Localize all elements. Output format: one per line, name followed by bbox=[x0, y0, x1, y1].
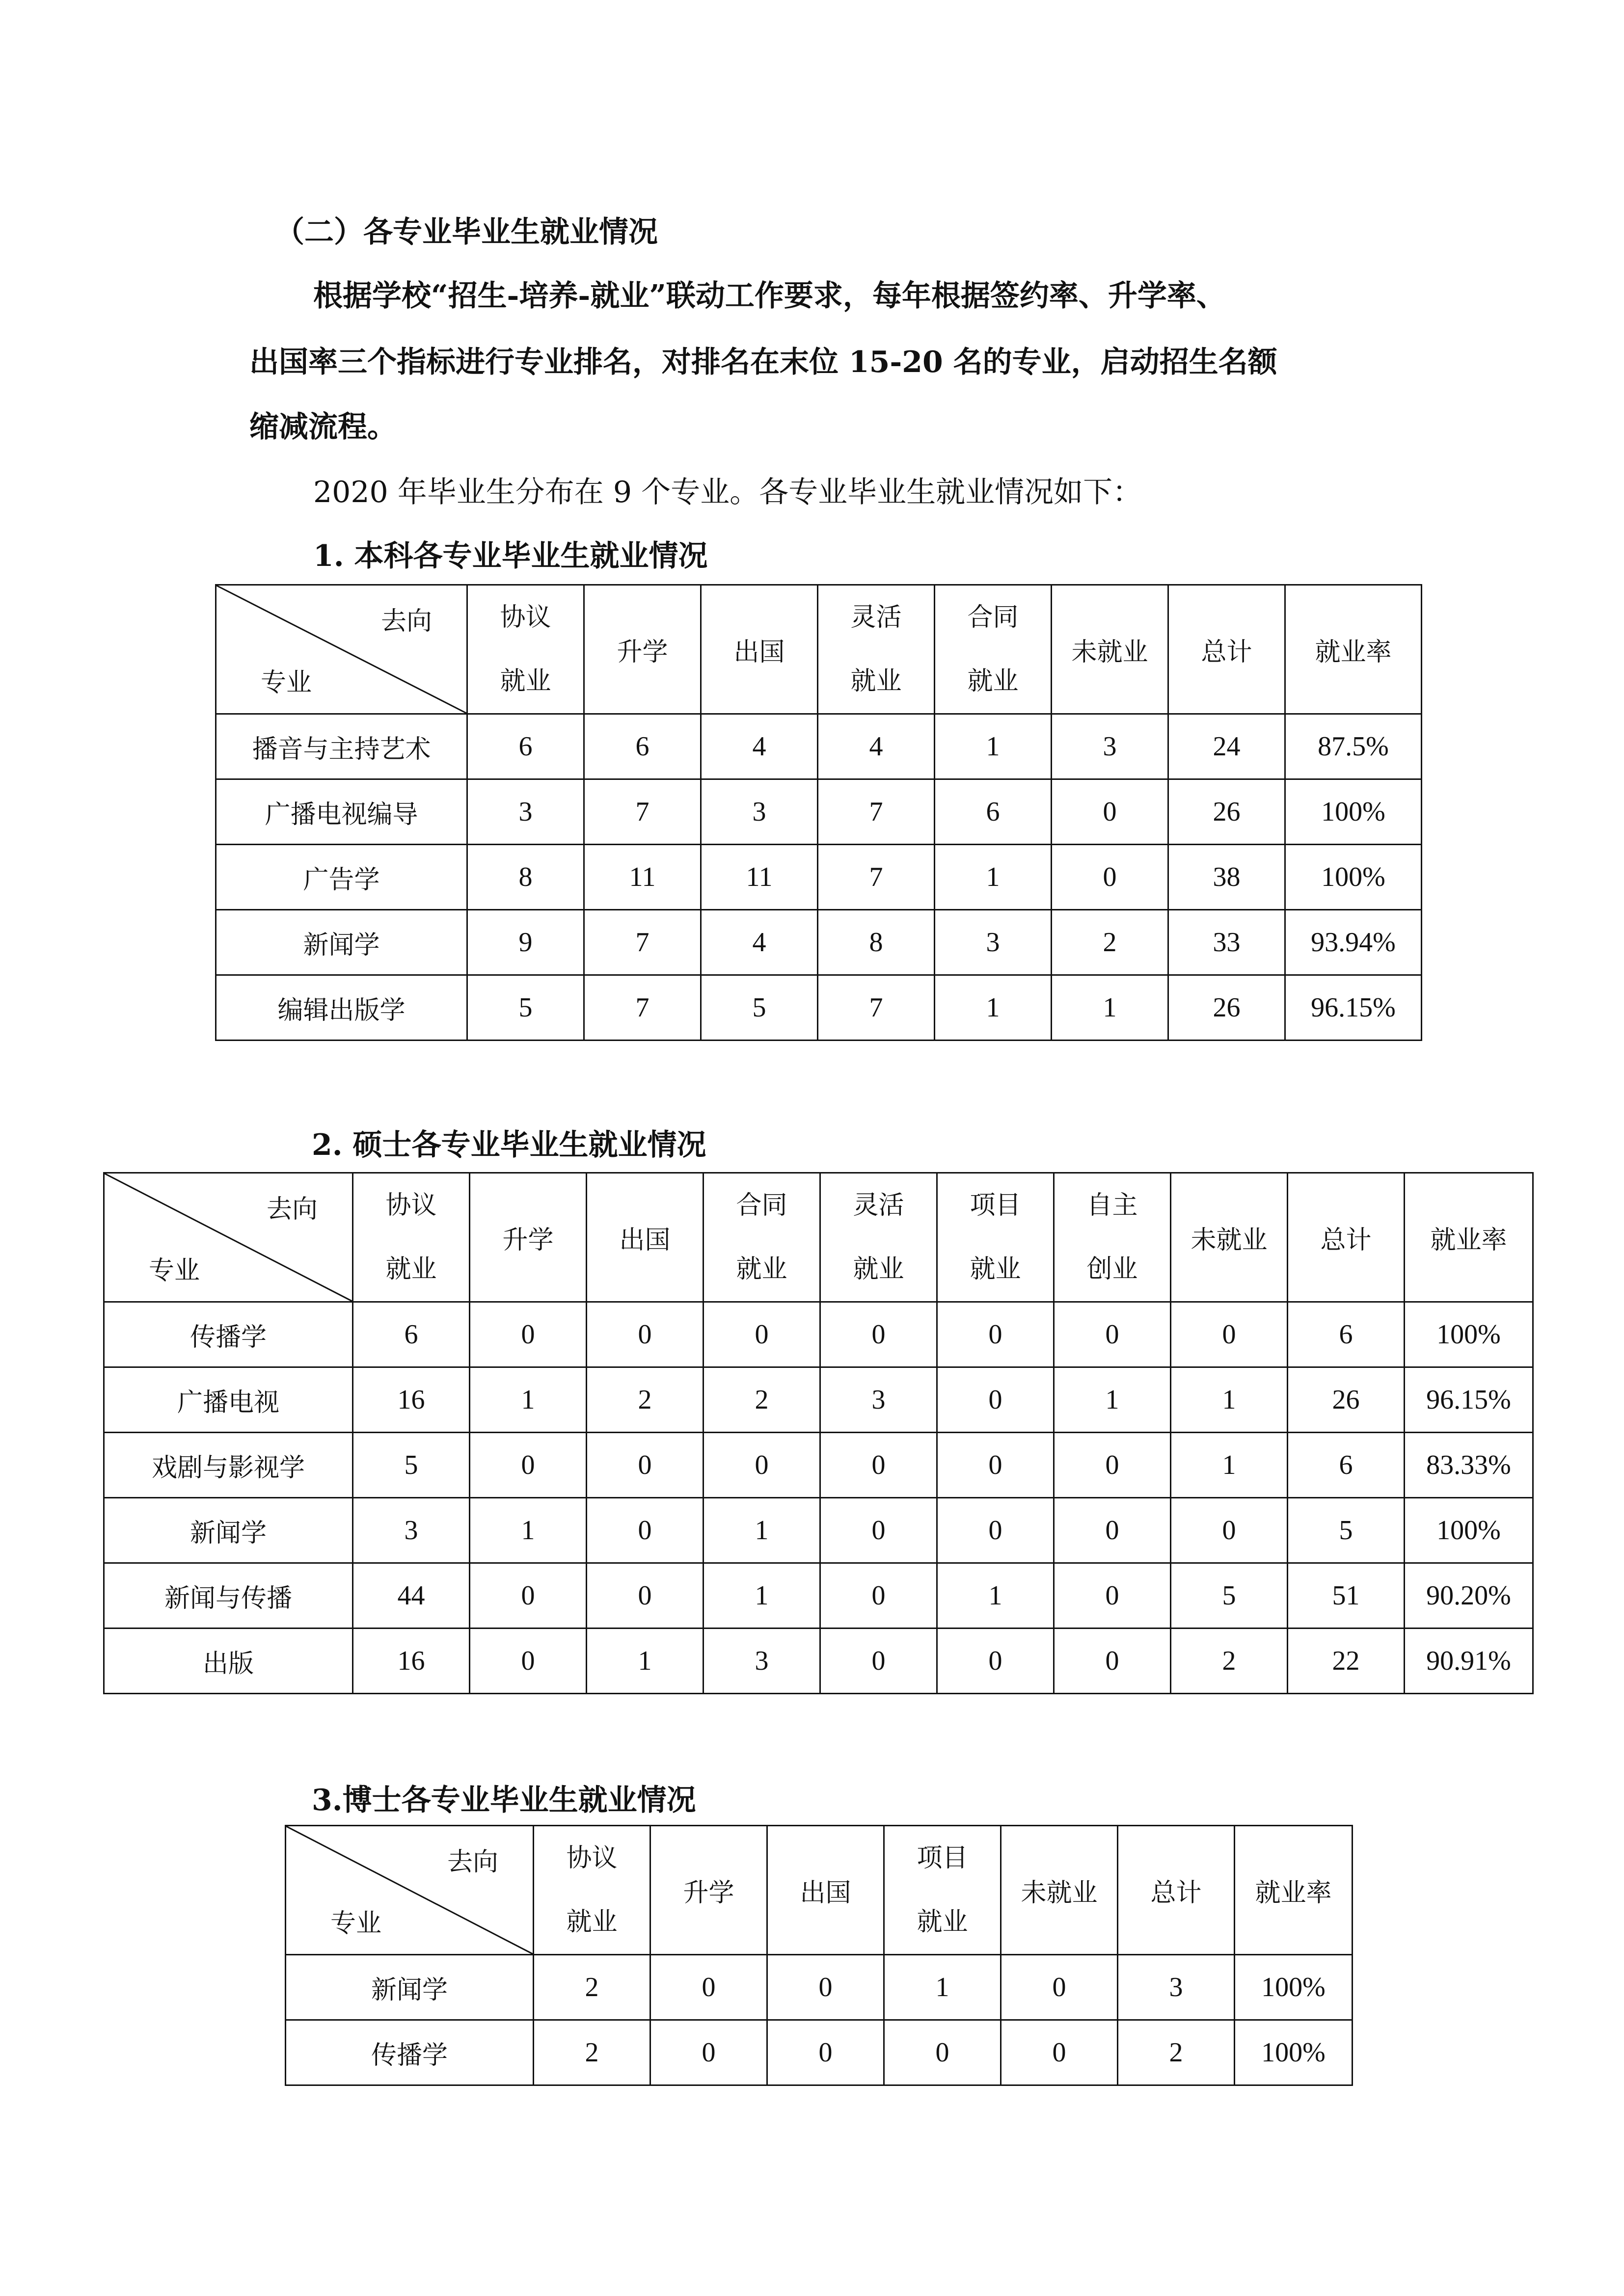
value-cell: 1 bbox=[884, 1955, 1001, 2020]
column-header-text: 就业率 bbox=[1315, 637, 1392, 667]
value-cell: 100% bbox=[1405, 1498, 1533, 1563]
value-cell: 96.15% bbox=[1405, 1367, 1533, 1433]
value-cell: 3 bbox=[701, 779, 818, 845]
column-header-text: 创业 bbox=[1086, 1255, 1138, 1284]
column-header bbox=[1285, 585, 1422, 714]
paragraph-1-line-2: 出国率三个指标进行专业排名，对排名在末位 15-20 名的专业，启动招生名额 bbox=[249, 345, 1277, 379]
header-row bbox=[104, 1173, 1533, 1302]
value-cell: 1 bbox=[935, 975, 1052, 1041]
value-cell: 0 bbox=[1054, 1498, 1171, 1563]
value-cell: 0 bbox=[1001, 1955, 1118, 2020]
value-cell: 4 bbox=[701, 910, 818, 975]
column-header-text: 出国 bbox=[619, 1225, 671, 1255]
major-cell: 新闻学 bbox=[104, 1498, 353, 1563]
paragraph-1-line-1: 根据学校“招生-培养-就业”联动工作要求，每年根据签约率、升学率、 bbox=[313, 279, 1226, 313]
table-row bbox=[216, 845, 1422, 910]
value-cell: 7 bbox=[584, 975, 701, 1041]
value-cell: 16 bbox=[353, 1367, 470, 1433]
value-cell: 0 bbox=[470, 1563, 587, 1629]
column-header-text: 就业 bbox=[850, 667, 902, 696]
value-cell: 0 bbox=[1171, 1302, 1288, 1367]
corner-cell bbox=[104, 1173, 353, 1302]
value-cell: 0 bbox=[767, 2020, 884, 2085]
column-header-text: 项目 bbox=[917, 1843, 968, 1873]
major-cell: 新闻学 bbox=[286, 1955, 534, 2020]
value-cell: 0 bbox=[937, 1629, 1054, 1694]
column-header-text: 总计 bbox=[1320, 1225, 1372, 1255]
column-header-text: 未就业 bbox=[1191, 1225, 1268, 1255]
table-row bbox=[216, 910, 1422, 975]
value-cell: 38 bbox=[1168, 845, 1285, 910]
value-cell: 5 bbox=[1288, 1498, 1405, 1563]
value-cell: 1 bbox=[1054, 1367, 1171, 1433]
table-row bbox=[104, 1433, 1533, 1498]
value-cell: 7 bbox=[584, 910, 701, 975]
value-cell: 2 bbox=[1171, 1629, 1288, 1694]
major-cell: 广播电视 bbox=[104, 1367, 353, 1433]
value-cell: 0 bbox=[650, 2020, 767, 2085]
value-cell: 0 bbox=[704, 1433, 820, 1498]
value-cell: 0 bbox=[587, 1302, 704, 1367]
table-row bbox=[104, 1498, 1533, 1563]
value-cell: 44 bbox=[353, 1563, 470, 1629]
value-cell: 3 bbox=[1052, 714, 1168, 779]
value-cell: 0 bbox=[1054, 1302, 1171, 1367]
value-cell: 93.94% bbox=[1285, 910, 1422, 975]
value-cell: 0 bbox=[470, 1302, 587, 1367]
value-cell: 6 bbox=[584, 714, 701, 779]
value-cell: 0 bbox=[820, 1563, 937, 1629]
table-master-title: 2. 硕士各专业毕业生就业情况 bbox=[312, 1128, 706, 1162]
column-header bbox=[534, 1826, 650, 1955]
value-cell: 0 bbox=[1052, 845, 1168, 910]
column-header-text: 升学 bbox=[617, 637, 668, 667]
column-header bbox=[818, 585, 935, 714]
value-cell: 2 bbox=[1052, 910, 1168, 975]
column-header-text: 就业 bbox=[385, 1255, 437, 1284]
column-header bbox=[587, 1173, 704, 1302]
value-cell: 0 bbox=[470, 1433, 587, 1498]
value-cell: 5 bbox=[701, 975, 818, 1041]
value-cell: 2 bbox=[704, 1367, 820, 1433]
major-cell: 编辑出版学 bbox=[216, 975, 467, 1041]
column-header bbox=[701, 585, 818, 714]
column-header-text: 就业 bbox=[853, 1255, 904, 1284]
column-header-text: 协议 bbox=[500, 603, 551, 632]
value-cell: 0 bbox=[1052, 779, 1168, 845]
column-header-text: 就业 bbox=[566, 1907, 618, 1937]
value-cell: 87.5% bbox=[1285, 714, 1422, 779]
column-header-text: 出国 bbox=[733, 637, 785, 667]
column-header-text: 升学 bbox=[683, 1878, 734, 1908]
value-cell: 4 bbox=[701, 714, 818, 779]
column-header bbox=[935, 585, 1052, 714]
value-cell: 0 bbox=[820, 1498, 937, 1563]
value-cell: 0 bbox=[820, 1302, 937, 1367]
value-cell: 96.15% bbox=[1285, 975, 1422, 1041]
value-cell: 11 bbox=[701, 845, 818, 910]
column-header bbox=[1054, 1173, 1171, 1302]
table-undergrad bbox=[215, 584, 1422, 1041]
value-cell: 7 bbox=[584, 779, 701, 845]
table-row bbox=[216, 975, 1422, 1041]
column-header-text: 就业 bbox=[500, 667, 551, 696]
column-header bbox=[353, 1173, 470, 1302]
value-cell: 0 bbox=[587, 1563, 704, 1629]
corner-label-destination: 去向 bbox=[447, 1847, 498, 1877]
value-cell: 1 bbox=[470, 1498, 587, 1563]
column-header-text: 合同 bbox=[967, 603, 1019, 632]
value-cell: 0 bbox=[767, 1955, 884, 2020]
column-header bbox=[704, 1173, 820, 1302]
value-cell: 0 bbox=[1001, 2020, 1118, 2085]
value-cell: 1 bbox=[470, 1367, 587, 1433]
value-cell: 0 bbox=[704, 1302, 820, 1367]
column-header bbox=[584, 585, 701, 714]
column-header bbox=[884, 1826, 1001, 1955]
value-cell: 0 bbox=[937, 1498, 1054, 1563]
value-cell: 7 bbox=[818, 845, 935, 910]
column-header-text: 就业 bbox=[736, 1255, 787, 1284]
major-cell: 传播学 bbox=[286, 2020, 534, 2085]
value-cell: 9 bbox=[467, 910, 584, 975]
value-cell: 6 bbox=[467, 714, 584, 779]
table-doctor bbox=[285, 1825, 1353, 2086]
column-header bbox=[650, 1826, 767, 1955]
value-cell: 3 bbox=[467, 779, 584, 845]
header-row bbox=[216, 585, 1422, 714]
corner-cell bbox=[216, 585, 467, 714]
value-cell: 3 bbox=[820, 1367, 937, 1433]
column-header-text: 协议 bbox=[566, 1843, 618, 1873]
column-header bbox=[467, 585, 584, 714]
value-cell: 7 bbox=[818, 779, 935, 845]
value-cell: 33 bbox=[1168, 910, 1285, 975]
column-header-text: 总计 bbox=[1201, 637, 1252, 667]
value-cell: 0 bbox=[1054, 1629, 1171, 1694]
value-cell: 3 bbox=[1118, 1955, 1235, 2020]
value-cell: 2 bbox=[534, 1955, 650, 2020]
value-cell: 11 bbox=[584, 845, 701, 910]
value-cell: 100% bbox=[1235, 2020, 1353, 2085]
value-cell: 0 bbox=[820, 1433, 937, 1498]
value-cell: 100% bbox=[1285, 779, 1422, 845]
value-cell: 8 bbox=[467, 845, 584, 910]
value-cell: 0 bbox=[1054, 1563, 1171, 1629]
value-cell: 3 bbox=[704, 1629, 820, 1694]
value-cell: 26 bbox=[1168, 975, 1285, 1041]
column-header-text: 出国 bbox=[800, 1878, 851, 1908]
column-header-text: 就业 bbox=[917, 1907, 968, 1937]
column-header bbox=[1171, 1173, 1288, 1302]
paragraph-2: 2020 年毕业生分布在 9 个专业。各专业毕业生就业情况如下： bbox=[313, 475, 1142, 509]
value-cell: 1 bbox=[587, 1629, 704, 1694]
value-cell: 6 bbox=[1288, 1302, 1405, 1367]
value-cell: 0 bbox=[587, 1433, 704, 1498]
value-cell: 5 bbox=[353, 1433, 470, 1498]
major-cell: 播音与主持艺术 bbox=[216, 714, 467, 779]
column-header-text: 协议 bbox=[385, 1191, 437, 1220]
table-row bbox=[104, 1302, 1533, 1367]
major-cell: 传播学 bbox=[104, 1302, 353, 1367]
column-header-text: 就业率 bbox=[1430, 1225, 1507, 1255]
column-header bbox=[1235, 1826, 1353, 1955]
value-cell: 26 bbox=[1288, 1367, 1405, 1433]
column-header bbox=[1001, 1826, 1118, 1955]
column-header bbox=[470, 1173, 587, 1302]
value-cell: 2 bbox=[534, 2020, 650, 2085]
table-row bbox=[216, 714, 1422, 779]
column-header bbox=[1288, 1173, 1405, 1302]
corner-label-destination: 去向 bbox=[380, 607, 432, 636]
column-header-text: 灵活 bbox=[850, 603, 902, 632]
table-row bbox=[104, 1367, 1533, 1433]
column-header bbox=[820, 1173, 937, 1302]
table-row bbox=[104, 1563, 1533, 1629]
value-cell: 16 bbox=[353, 1629, 470, 1694]
value-cell: 1 bbox=[1171, 1433, 1288, 1498]
value-cell: 5 bbox=[1171, 1563, 1288, 1629]
value-cell: 1 bbox=[704, 1498, 820, 1563]
value-cell: 1 bbox=[935, 845, 1052, 910]
column-header-text: 就业率 bbox=[1255, 1878, 1332, 1908]
column-header-text: 未就业 bbox=[1021, 1878, 1098, 1908]
column-header-text: 自主 bbox=[1086, 1191, 1138, 1220]
header-row bbox=[286, 1826, 1353, 1955]
table-row bbox=[286, 1955, 1353, 2020]
value-cell: 0 bbox=[884, 2020, 1001, 2085]
table-row bbox=[104, 1629, 1533, 1694]
column-header-text: 合同 bbox=[736, 1191, 787, 1220]
corner-label-destination: 去向 bbox=[266, 1195, 318, 1224]
value-cell: 100% bbox=[1405, 1302, 1533, 1367]
value-cell: 0 bbox=[470, 1629, 587, 1694]
value-cell: 51 bbox=[1288, 1563, 1405, 1629]
column-header-text: 就业 bbox=[967, 667, 1019, 696]
column-header bbox=[1168, 585, 1285, 714]
value-cell: 3 bbox=[353, 1498, 470, 1563]
corner-cell bbox=[286, 1826, 534, 1955]
column-header-text: 未就业 bbox=[1071, 637, 1148, 667]
column-header bbox=[1052, 585, 1168, 714]
value-cell: 4 bbox=[818, 714, 935, 779]
value-cell: 1 bbox=[937, 1563, 1054, 1629]
value-cell: 3 bbox=[935, 910, 1052, 975]
column-header bbox=[1118, 1826, 1235, 1955]
column-header-text: 灵活 bbox=[853, 1191, 904, 1220]
value-cell: 8 bbox=[818, 910, 935, 975]
value-cell: 0 bbox=[937, 1433, 1054, 1498]
value-cell: 1 bbox=[935, 714, 1052, 779]
value-cell: 2 bbox=[587, 1367, 704, 1433]
corner-label-major: 专业 bbox=[149, 1256, 200, 1285]
value-cell: 0 bbox=[937, 1302, 1054, 1367]
value-cell: 83.33% bbox=[1405, 1433, 1533, 1498]
value-cell: 5 bbox=[467, 975, 584, 1041]
value-cell: 1 bbox=[704, 1563, 820, 1629]
major-cell: 广告学 bbox=[216, 845, 467, 910]
paragraph-1-line-3: 缩减流程。 bbox=[249, 410, 397, 444]
value-cell: 0 bbox=[650, 1955, 767, 2020]
value-cell: 90.91% bbox=[1405, 1629, 1533, 1694]
table-doctor-title: 3.博士各专业毕业生就业情况 bbox=[312, 1783, 696, 1817]
column-header bbox=[937, 1173, 1054, 1302]
column-header-text: 项目 bbox=[970, 1191, 1021, 1220]
column-header-text: 总计 bbox=[1150, 1878, 1202, 1908]
table-undergrad-title: 1. 本科各专业毕业生就业情况 bbox=[313, 539, 708, 573]
value-cell: 24 bbox=[1168, 714, 1285, 779]
value-cell: 0 bbox=[1171, 1498, 1288, 1563]
value-cell: 2 bbox=[1118, 2020, 1235, 2085]
value-cell: 22 bbox=[1288, 1629, 1405, 1694]
value-cell: 100% bbox=[1285, 845, 1422, 910]
value-cell: 0 bbox=[820, 1629, 937, 1694]
table-row bbox=[286, 2020, 1353, 2085]
column-header bbox=[767, 1826, 884, 1955]
major-cell: 出版 bbox=[104, 1629, 353, 1694]
major-cell: 新闻学 bbox=[216, 910, 467, 975]
value-cell: 6 bbox=[1288, 1433, 1405, 1498]
value-cell: 0 bbox=[937, 1367, 1054, 1433]
value-cell: 6 bbox=[353, 1302, 470, 1367]
corner-label-major: 专业 bbox=[261, 668, 312, 697]
major-cell: 戏剧与影视学 bbox=[104, 1433, 353, 1498]
value-cell: 6 bbox=[935, 779, 1052, 845]
value-cell: 100% bbox=[1235, 1955, 1353, 2020]
table-master bbox=[103, 1172, 1534, 1694]
value-cell: 90.20% bbox=[1405, 1563, 1533, 1629]
value-cell: 0 bbox=[1054, 1433, 1171, 1498]
value-cell: 0 bbox=[587, 1498, 704, 1563]
column-header-text: 就业 bbox=[970, 1255, 1021, 1284]
major-cell: 新闻与传播 bbox=[104, 1563, 353, 1629]
value-cell: 1 bbox=[1052, 975, 1168, 1041]
column-header-text: 升学 bbox=[502, 1225, 554, 1255]
table-row bbox=[216, 779, 1422, 845]
value-cell: 1 bbox=[1171, 1367, 1288, 1433]
column-header bbox=[1405, 1173, 1533, 1302]
value-cell: 26 bbox=[1168, 779, 1285, 845]
major-cell: 广播电视编导 bbox=[216, 779, 467, 845]
corner-label-major: 专业 bbox=[330, 1909, 382, 1938]
section-title: （二）各专业毕业生就业情况 bbox=[275, 215, 658, 249]
value-cell: 7 bbox=[818, 975, 935, 1041]
